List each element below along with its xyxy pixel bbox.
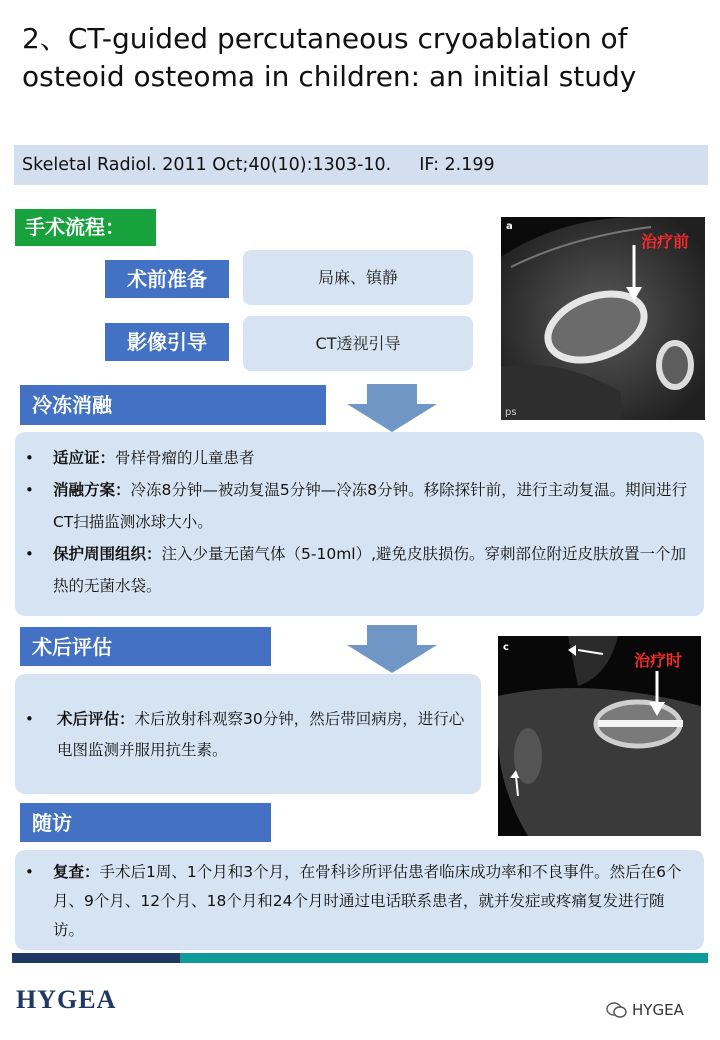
cryoablation-heading: 冷冻消融 <box>20 385 326 425</box>
hygea-logo: HYGEA <box>16 985 117 1014</box>
ct-image-before <box>501 217 705 420</box>
list-item: • 复查：手术后1周、1个月和3个月，在骨科诊所评估患者临床成功率和不良事件。然后在6个月、9个月、12个月、18个月和24个月时通过电话联系患者，就并发症或疼痛复发进行随访。 <box>15 858 692 945</box>
down-arrow-icon <box>347 625 437 673</box>
post-op-panel <box>15 674 481 794</box>
list-item: • 保护周围组织：注入少量无菌气体（5-10ml）,避免皮肤损伤。穿刺部位附近皮肤放置一个加热的无菌水袋。 <box>15 538 704 602</box>
impact-factor: IF: 2.199 <box>419 155 495 175</box>
corner-label: ps <box>505 407 517 418</box>
list-item: • 消融方案：冷冻8分钟—被动复温5分钟—冷冻8分钟。移除探针前，进行主动复温。期间进行CT扫描监测冰球大小。 <box>15 474 704 538</box>
watermark-text: HYGEA <box>632 1001 684 1019</box>
title-line-2: osteoid osteoma in children: an initial study <box>22 60 637 93</box>
list-item: • 适应证：骨样骨瘤的儿童患者 <box>15 442 704 474</box>
citation-bar <box>14 145 708 185</box>
title-line-1: 2、CT-guided percutaneous cryoablation of <box>22 22 628 55</box>
ct-image-during <box>498 636 701 836</box>
panel-letter-c: c <box>503 642 509 653</box>
before-treatment-marker: 治疗前 <box>641 232 690 251</box>
followup-heading: 随访 <box>20 803 271 842</box>
imaging-guidance-value: CT透视引导 <box>243 316 473 371</box>
post-op-heading: 术后评估 <box>20 627 271 666</box>
pre-op-value: 局麻、镇静 <box>243 250 473 305</box>
during-treatment-marker: 治疗时 <box>634 651 683 670</box>
list-item: • 术后评估：术后放射科观察30分钟，然后带回病房，进行心电图监测并服用抗生素。 <box>15 704 473 766</box>
pre-op-label: 术前准备 <box>105 260 229 298</box>
footer-bar-teal <box>180 953 708 963</box>
down-arrow-icon <box>347 384 437 432</box>
imaging-guidance-label: 影像引导 <box>105 323 229 361</box>
cryoablation-panel <box>15 432 704 616</box>
procedure-flow-label: 手术流程： <box>15 209 156 246</box>
citation-journal: Skeletal Radiol. 2011 Oct;40(10):1303-10. <box>22 155 392 175</box>
page-title <box>22 20 702 96</box>
watermark <box>606 1001 684 1019</box>
footer-bar-dark <box>12 953 180 963</box>
wechat-icon <box>606 1002 628 1018</box>
panel-letter-a: a <box>506 221 513 232</box>
followup-panel <box>15 850 704 950</box>
